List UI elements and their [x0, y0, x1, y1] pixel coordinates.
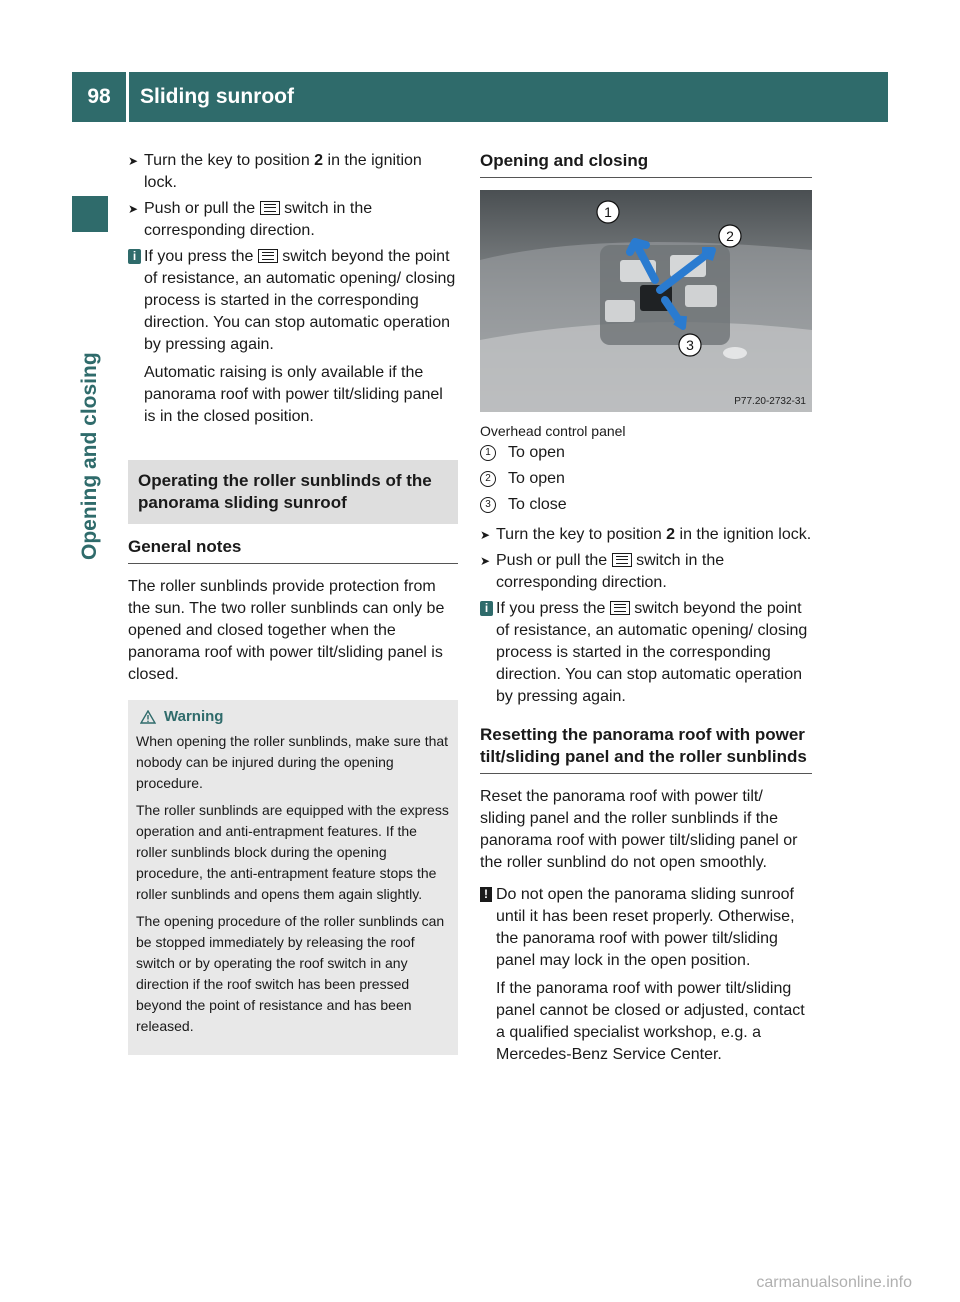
warning-title: Warning	[136, 706, 450, 727]
left-column	[128, 150, 458, 1055]
right-column	[480, 150, 812, 1072]
page-title: Sliding sunroof	[140, 85, 294, 108]
roof-switch-icon	[612, 553, 632, 567]
info-note: i If you press the switch beyond the point of resistance, an automatic opening/ closing process is started in the corresponding direction. You can stop automatic operation by pressing again.	[480, 598, 812, 708]
legend-item: 3 To close	[480, 492, 812, 518]
svg-text:1: 1	[604, 204, 612, 220]
photo-code: P77.20-2732-31	[734, 396, 806, 407]
svg-text:2: 2	[726, 228, 734, 244]
legend-item: 1 To open	[480, 440, 812, 466]
overhead-control-panel-photo	[480, 190, 812, 412]
reset-text: Reset the panorama roof with power tilt/ sliding panel and the roller sunblinds if the panorama roof with power tilt/sliding panel or the roller sunblind do not open smoothly.	[480, 788, 798, 871]
svg-text:3: 3	[686, 337, 694, 353]
warning-triangle-icon	[140, 710, 156, 724]
general-notes-text: The roller sunblinds provide protection from the sun. The two roller sunblinds can only be opened and closed together when the panorama roof with power tilt/sliding panel is closed.	[128, 578, 445, 683]
step-push-pull: ➤ Push or pull the switch in the corresponding direction.	[128, 200, 373, 239]
callout-number: 2	[480, 471, 496, 487]
callout-number: 3	[480, 497, 496, 513]
photo-caption: Overhead control panel	[480, 423, 626, 439]
roof-switch-icon	[258, 249, 278, 263]
warning-paragraph: The roller sunblinds are equipped with the express operation and anti-entrapment features. If the roller sunblinds block during the opening procedure, the anti-entrapment feature stops the roller sunblinds and opens them again slightly.	[136, 802, 449, 902]
exclamation-icon: !	[480, 887, 492, 902]
warning-paragraph: The opening procedure of the roller sunblinds can be stopped immediately by releasing the roof switch or by operating the roof switch in any direction if the roof switch has been pressed beyond the point of resistance and has been released.	[136, 913, 445, 1034]
heading-opening-closing: Opening and closing	[480, 150, 812, 178]
info-note: i If you press the switch beyond the point of resistance, an automatic opening/ closing process is started in the corresponding direction. You can stop automatic operation by pressing again. Automatic raising is only available if the panorama roof with power tilt/sliding panel is in the closed position.	[128, 246, 458, 428]
info-icon: i	[128, 249, 141, 264]
info-icon: i	[480, 601, 493, 616]
section-heading-roller-sunblinds: Operating the roller sunblinds of the panorama sliding sunroof	[128, 460, 458, 524]
warning-box	[128, 700, 458, 1055]
header-divider	[126, 72, 129, 122]
step-turn-key: ➤ Turn the key to position 2 in the ignition lock.	[480, 524, 812, 546]
legend-item: 2 To open	[480, 466, 812, 492]
step-arrow-icon: ➤	[480, 554, 491, 568]
caution-paragraph: If the panorama roof with power tilt/sliding panel cannot be closed or adjusted, contact a qualified specialist workshop, e.g. a Mercedes-Benz Service Center.	[496, 980, 805, 1063]
info-note-raising: Automatic raising is only available if the panorama roof with power tilt/sliding panel is in the closed position.	[144, 364, 443, 425]
watermark: carmanualsonline.info	[756, 1274, 912, 1291]
caution-note	[480, 884, 812, 1066]
section-side-label: Opening and closing	[78, 352, 101, 560]
roof-switch-icon	[260, 201, 280, 215]
roof-switch-icon	[610, 601, 630, 615]
heading-resetting: Resetting the panorama roof with power tilt/sliding panel and the roller sunblinds	[480, 724, 812, 774]
side-tab-marker	[72, 196, 108, 232]
step-arrow-icon: ➤	[128, 202, 139, 216]
step-push-pull: ➤ Push or pull the switch in the corresponding direction.	[480, 552, 725, 591]
warning-paragraph: When opening the roller sunblinds, make sure that nobody can be injured during the opening procedure.	[136, 733, 449, 791]
step-turn-key: ➤ Turn the key to position 2 in the ignition lock.	[128, 152, 422, 191]
subheading-general-notes: General notes	[128, 536, 458, 564]
page-number: 98	[87, 85, 111, 108]
caution-paragraph: Do not open the panorama sliding sunroof until it has been reset properly. Otherwise, the panorama roof with power tilt/sliding panel may lock in the open position.	[496, 886, 795, 969]
callout-number: 1	[480, 445, 496, 461]
step-arrow-icon: ➤	[128, 154, 139, 168]
step-arrow-icon: ➤	[480, 528, 491, 542]
